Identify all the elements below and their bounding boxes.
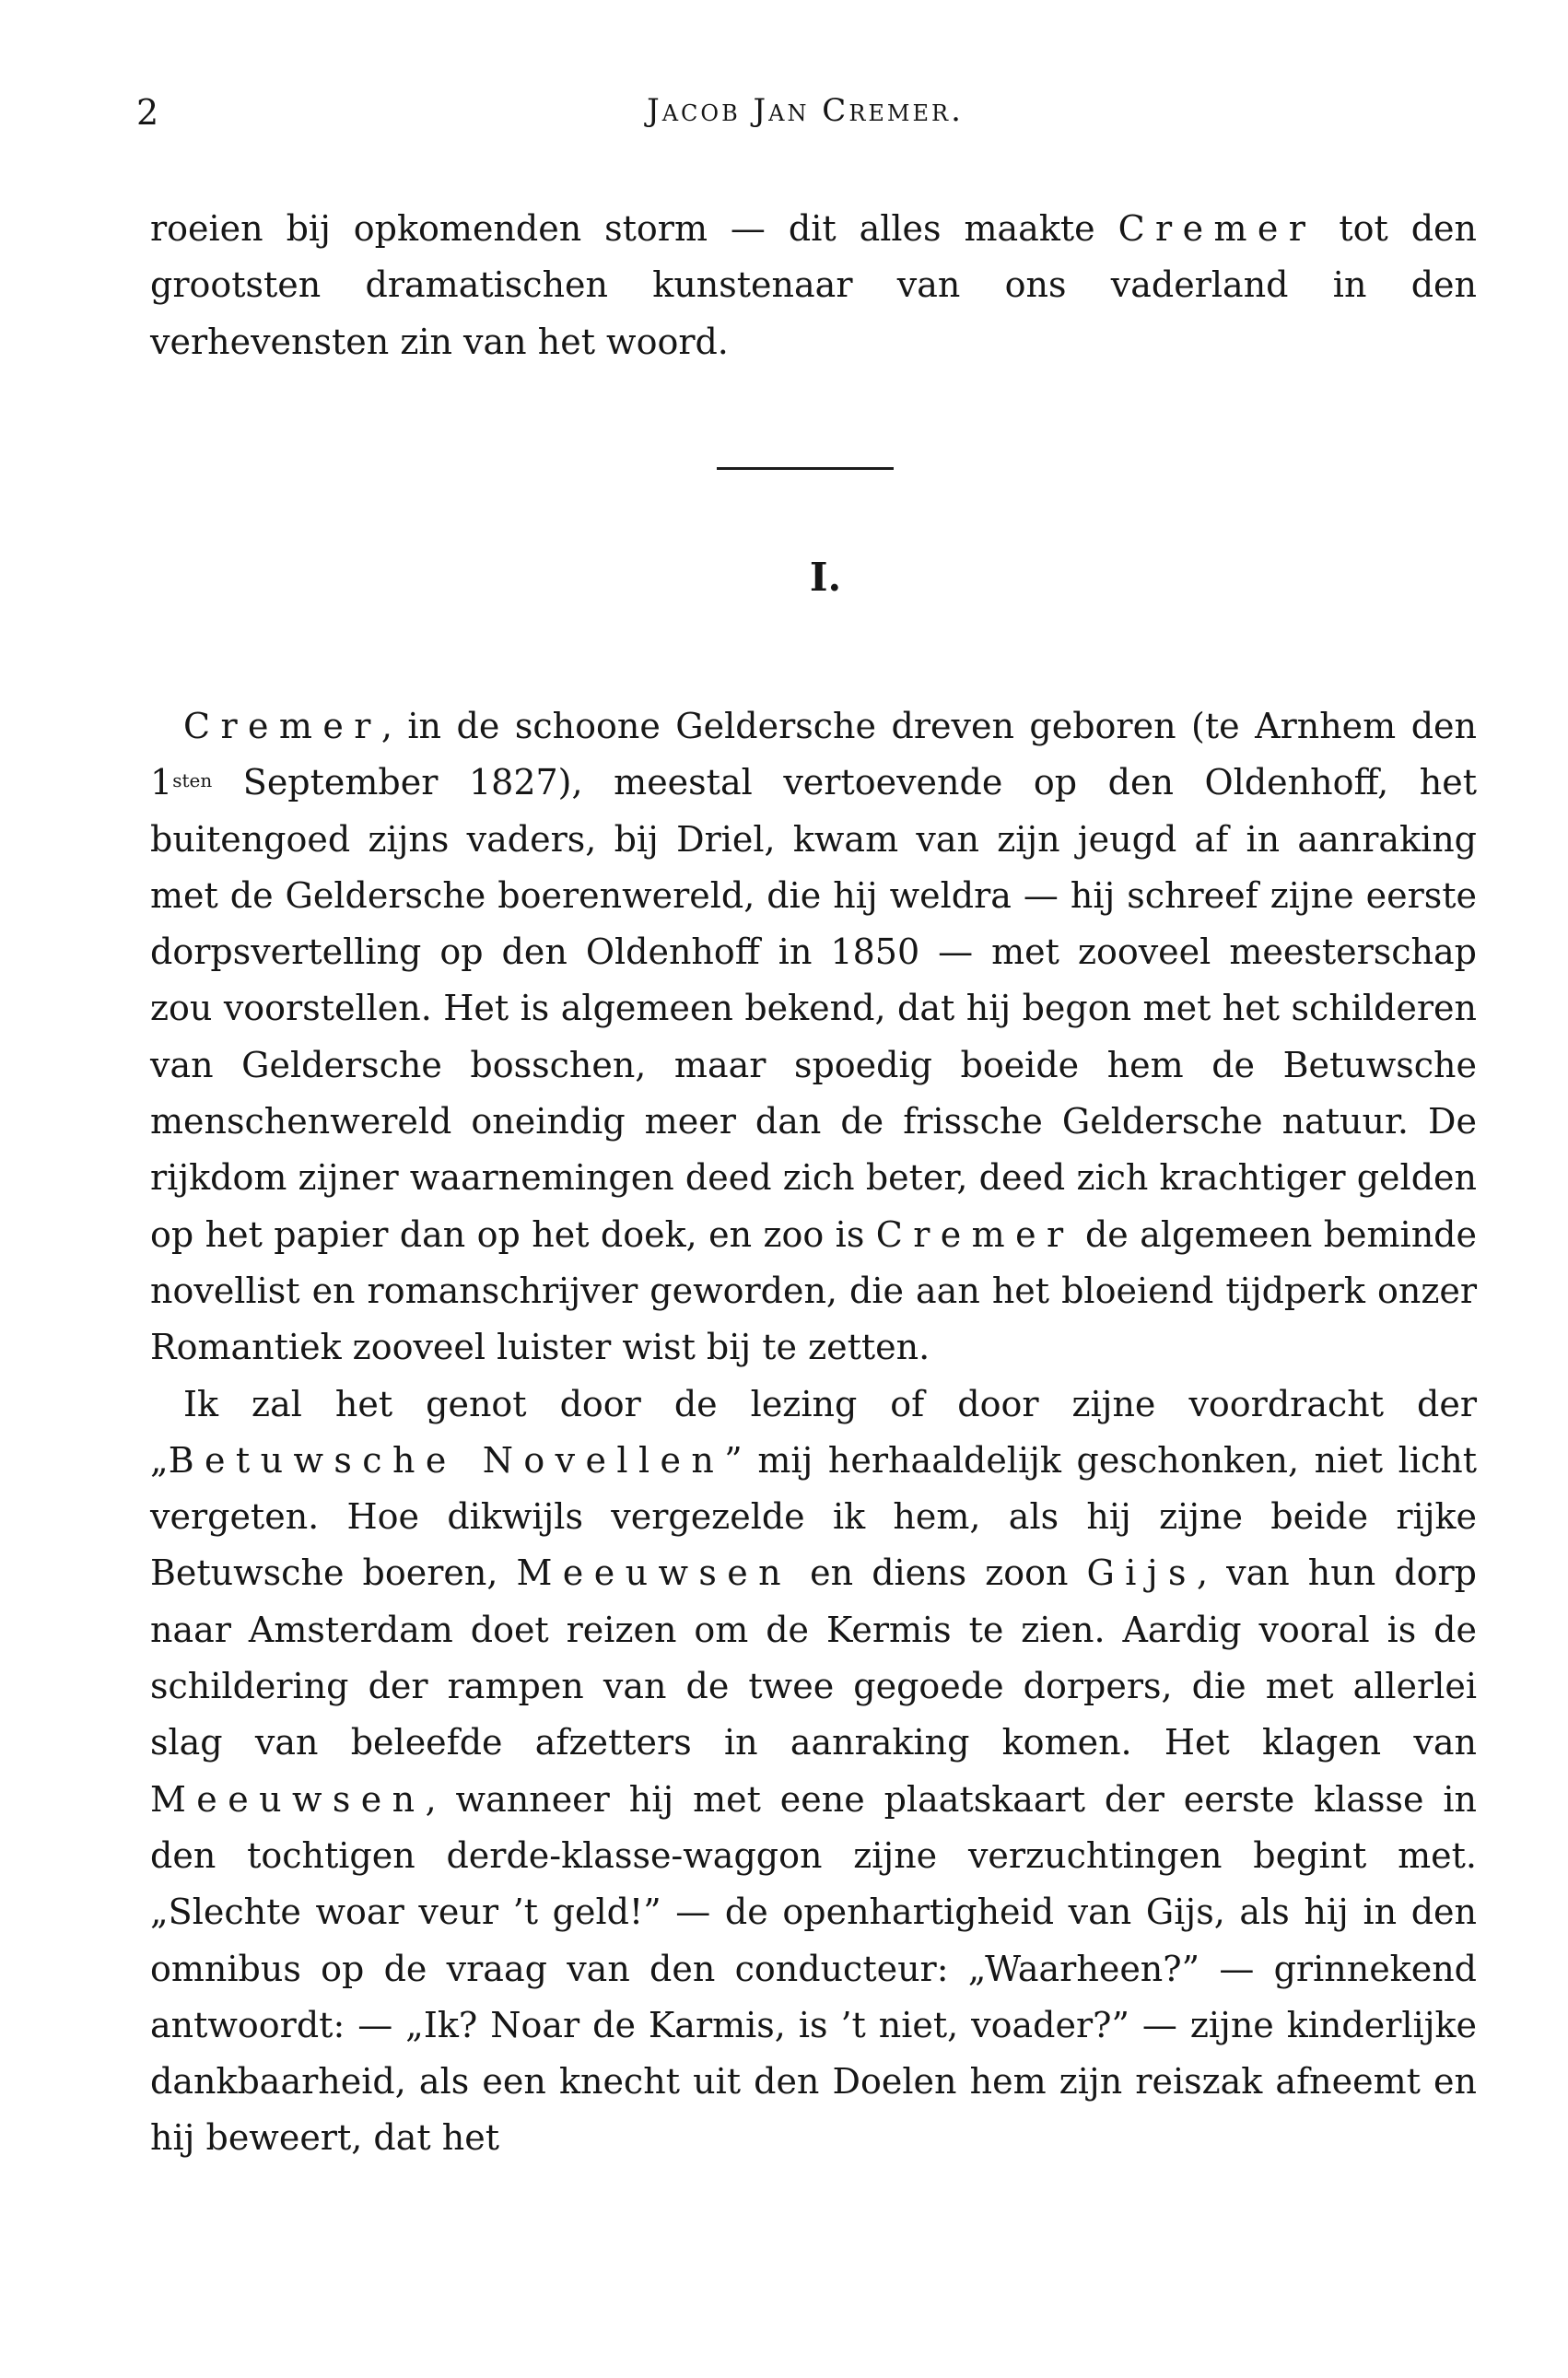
intro-text-start: roeien bij opkomenden storm — dit alles maakte	[150, 208, 1118, 249]
paragraph-2	[150, 1376, 1477, 2167]
paragraph-2-text: , wanneer hij met eene plaatskaart der eerste klasse in den tochtigen derde-klasse-waggon zijne verzuchtingen begint met. „Slechte woar veur ’t geld!” — de openhartigheid van Gijs, als hij in den omnibus op de vraag van den conducteur: „Waarheen?” — grinnekend antwoordt: — „Ik? Noar de Karmis, is ’t niet, voader?” — zijne kinderlijke dankbaarheid, als een knecht uit den Doelen hem zijn reiszak afneemt en hij beweert, dat het	[150, 1778, 1477, 2159]
paragraph-2-text: , van hun dorp naar Amsterdam doet reizen om de Kermis te zien. Aardig vooral is de schildering der rampen van de twee gegoede dorpers, die met allerlei slag van beleefde afzetters in aanraking komen. Het klagen van	[150, 1552, 1477, 1763]
book-title: Betuwsche Novellen	[168, 1439, 725, 1481]
paragraph-1	[150, 698, 1477, 1376]
paragraph-1-text: September 1827), meestal vertoevende op den Oldenhoff, het buitengoed zijns vaders, bij Driel, kwam van zijn jeugd af in aanraking met de Geldersche boerenwereld, die hij weldra — hij schreef zijne eerste dorpsvertelling op den Oldenhoff in 1850 — met zooveel meesterschap zou voorstellen. Het is algemeen bekend, dat hij begon met het schilderen van Geldersche bosschen, maar spoedig boeide hem de Betuwsche menschenwereld oneindig meer dan de frissche Geldersche natuur. De rijkdom zijner waarnemingen deed zich beter, deed zich krachtiger gelden op het papier dan op het doek, en zoo is	[150, 762, 1477, 1255]
intro-text-end: tot den grootsten dramatischen kunstenaar van ons vaderland in den verhevensten zin van het woord.	[150, 208, 1477, 362]
character-name: Gijs	[1086, 1552, 1197, 1594]
paragraph-1-text: de algemeen beminde novellist en romanschrijver geworden, die aan het bloeiend tijdperk onzer Romantiek zooveel luister wist bij te zetten.	[150, 1213, 1477, 1368]
running-title: Jacob Jan Cremer.	[647, 92, 964, 129]
running-head	[136, 92, 1474, 147]
paragraph-1-text: , in de schoone Geldersche dreven geboren (te Arnhem den 1	[150, 706, 1477, 803]
author-name: Cremer	[183, 706, 381, 746]
chapter-heading: I.	[809, 555, 842, 600]
intro-paragraph	[150, 201, 1477, 370]
ordinal-suffix: sten	[172, 769, 213, 792]
character-name: Meeuwsen	[150, 1778, 426, 1820]
section-divider	[717, 467, 894, 470]
paragraph-2-text: ” mij herhaaldelijk geschonken, niet licht vergeten. Hoe dikwijls vergezelde ik hem, als hij zijne beide rijke Betuwsche boeren,	[150, 1439, 1477, 1594]
author-name: Cremer	[1117, 208, 1316, 249]
paragraph-2-text: en diens zoon	[791, 1552, 1087, 1594]
character-name: Meeuwsen	[516, 1552, 792, 1594]
chapter-body	[150, 698, 1477, 2167]
author-name: Cremer	[875, 1213, 1074, 1255]
paragraph-2-text: Ik zal het genot door de lezing of door zijne voordracht der „	[150, 1383, 1477, 1481]
page-number: 2	[136, 92, 159, 133]
